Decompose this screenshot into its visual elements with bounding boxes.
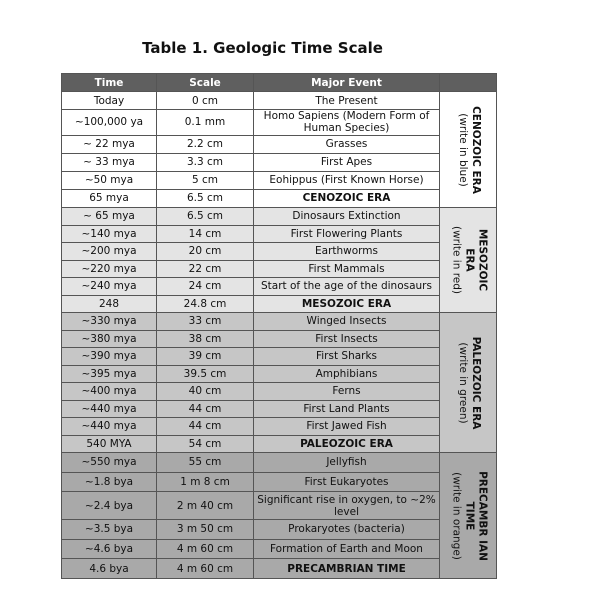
era-label-paleozoic [440,313,497,453]
table-row [62,400,497,418]
header-row [62,74,497,92]
scale-cell: 2 m 40 cm [157,492,254,520]
era-note: (write in blue) [457,112,469,187]
scale-cell: 0.1 mm [157,110,254,136]
table-row [62,295,497,313]
era-name-line1: MESOZOIC [476,228,489,292]
scale-cell: 4 m 60 cm [157,539,254,559]
event-cell: First Sharks [254,348,440,366]
scale-cell: 55 cm [157,453,254,473]
scale-cell: 6.5 cm [157,189,254,207]
scale-cell: 1 m 8 cm [157,472,254,492]
time-cell: ~200 mya [62,243,157,261]
header-scale: Scale [157,74,254,92]
event-cell: Amphibians [254,365,440,383]
table-row [62,492,497,520]
time-cell: ~220 mya [62,260,157,278]
table-row [62,153,497,171]
scale-cell: 14 cm [157,225,254,243]
table-title: Table 1. Geologic Time Scale [142,39,383,57]
time-cell: ~380 mya [62,330,157,348]
era-name-line2: ERA [463,248,476,272]
event-cell: First Mammals [254,260,440,278]
event-cell: Grasses [254,135,440,153]
time-cell: 248 [62,295,157,313]
table-row [62,435,497,453]
event-cell: Dinosaurs Extinction [254,208,440,226]
event-cell: Start of the age of the dinosaurs [254,278,440,296]
table-row [62,278,497,296]
era-note: (write in red) [450,225,463,295]
table-row [62,260,497,278]
table-row [62,418,497,436]
time-cell: ~100,000 ya [62,110,157,136]
event-cell: Winged Insects [254,313,440,331]
scale-cell: 3.3 cm [157,153,254,171]
time-cell: 4.6 bya [62,559,157,579]
header-era [440,74,497,92]
event-cell: The Present [254,92,440,110]
event-cell-era: PRECAMBRIAN TIME [254,559,440,579]
era-name: CENOZOIC ERA [470,105,482,194]
era-name-line1: PRECAMBR IAN [476,470,489,561]
time-cell: ~330 mya [62,313,157,331]
table-row [62,171,497,189]
scale-cell: 54 cm [157,435,254,453]
time-cell: Today [62,92,157,110]
scale-cell: 2.2 cm [157,135,254,153]
time-cell: ~2.4 bya [62,492,157,520]
era-name: PALEOZOIC ERA [470,336,482,429]
geologic-time-table [61,73,497,579]
table-row [62,520,497,540]
time-cell: ~140 mya [62,225,157,243]
event-cell: First Flowering Plants [254,225,440,243]
scale-cell: 5 cm [157,171,254,189]
era-note: (write in green) [457,341,469,424]
scale-cell: 39 cm [157,348,254,366]
time-cell: ~395 mya [62,365,157,383]
era-name-line2: TIME [463,501,476,530]
era-label-mesozoic [440,208,497,313]
table-row [62,453,497,473]
event-cell-era: CENOZOIC ERA [254,189,440,207]
table-row [62,135,497,153]
time-cell: ~550 mya [62,453,157,473]
event-cell: Formation of Earth and Moon [254,539,440,559]
era-label-cenozoic [440,92,497,208]
event-cell: Earthworms [254,243,440,261]
scale-cell: 33 cm [157,313,254,331]
table-row [62,559,497,579]
table-row [62,243,497,261]
table-row [62,92,497,110]
scale-cell: 44 cm [157,418,254,436]
time-cell: ~390 mya [62,348,157,366]
header-time: Time [62,74,157,92]
table-row [62,313,497,331]
event-cell: First Jawed Fish [254,418,440,436]
scale-cell: 4 m 60 cm [157,559,254,579]
era-note: (write in orange) [450,471,463,560]
table-row [62,110,497,136]
event-cell: First Apes [254,153,440,171]
time-cell: ~440 mya [62,400,157,418]
event-cell: Ferns [254,383,440,401]
time-cell: ~50 mya [62,171,157,189]
event-cell: First Insects [254,330,440,348]
event-cell-era: PALEOZOIC ERA [254,435,440,453]
time-cell: ~240 mya [62,278,157,296]
event-cell: Prokaryotes (bacteria) [254,520,440,540]
scale-cell: 24.8 cm [157,295,254,313]
time-cell: ~3.5 bya [62,520,157,540]
header-event: Major Event [254,74,440,92]
event-cell: First Land Plants [254,400,440,418]
scale-cell: 20 cm [157,243,254,261]
scale-cell: 0 cm [157,92,254,110]
table-row [62,383,497,401]
scale-cell: 6.5 cm [157,208,254,226]
scale-cell: 24 cm [157,278,254,296]
table-row [62,348,497,366]
time-cell: ~1.8 bya [62,472,157,492]
scale-cell: 44 cm [157,400,254,418]
event-cell: Eohippus (First Known Horse) [254,171,440,189]
table-row [62,208,497,226]
event-cell: Significant rise in oxygen, to ~2% level [254,492,440,520]
time-cell: ~400 mya [62,383,157,401]
scale-cell: 22 cm [157,260,254,278]
time-cell: ~ 33 mya [62,153,157,171]
time-cell: ~4.6 bya [62,539,157,559]
event-cell-era: MESOZOIC ERA [254,295,440,313]
scale-cell: 39.5 cm [157,365,254,383]
event-cell: Jellyfish [254,453,440,473]
scale-cell: 38 cm [157,330,254,348]
table-row [62,225,497,243]
time-cell: 540 MYA [62,435,157,453]
table-row [62,330,497,348]
event-cell: First Eukaryotes [254,472,440,492]
table-row [62,365,497,383]
scale-cell: 3 m 50 cm [157,520,254,540]
time-cell: 65 mya [62,189,157,207]
event-cell: Homo Sapiens (Modern Form of Human Species) [254,110,440,136]
era-label-precambrian [440,453,497,579]
scale-cell: 40 cm [157,383,254,401]
time-cell: ~ 22 mya [62,135,157,153]
table-row [62,472,497,492]
table-row [62,189,497,207]
time-cell: ~ 65 mya [62,208,157,226]
time-cell: ~440 mya [62,418,157,436]
table-row [62,539,497,559]
